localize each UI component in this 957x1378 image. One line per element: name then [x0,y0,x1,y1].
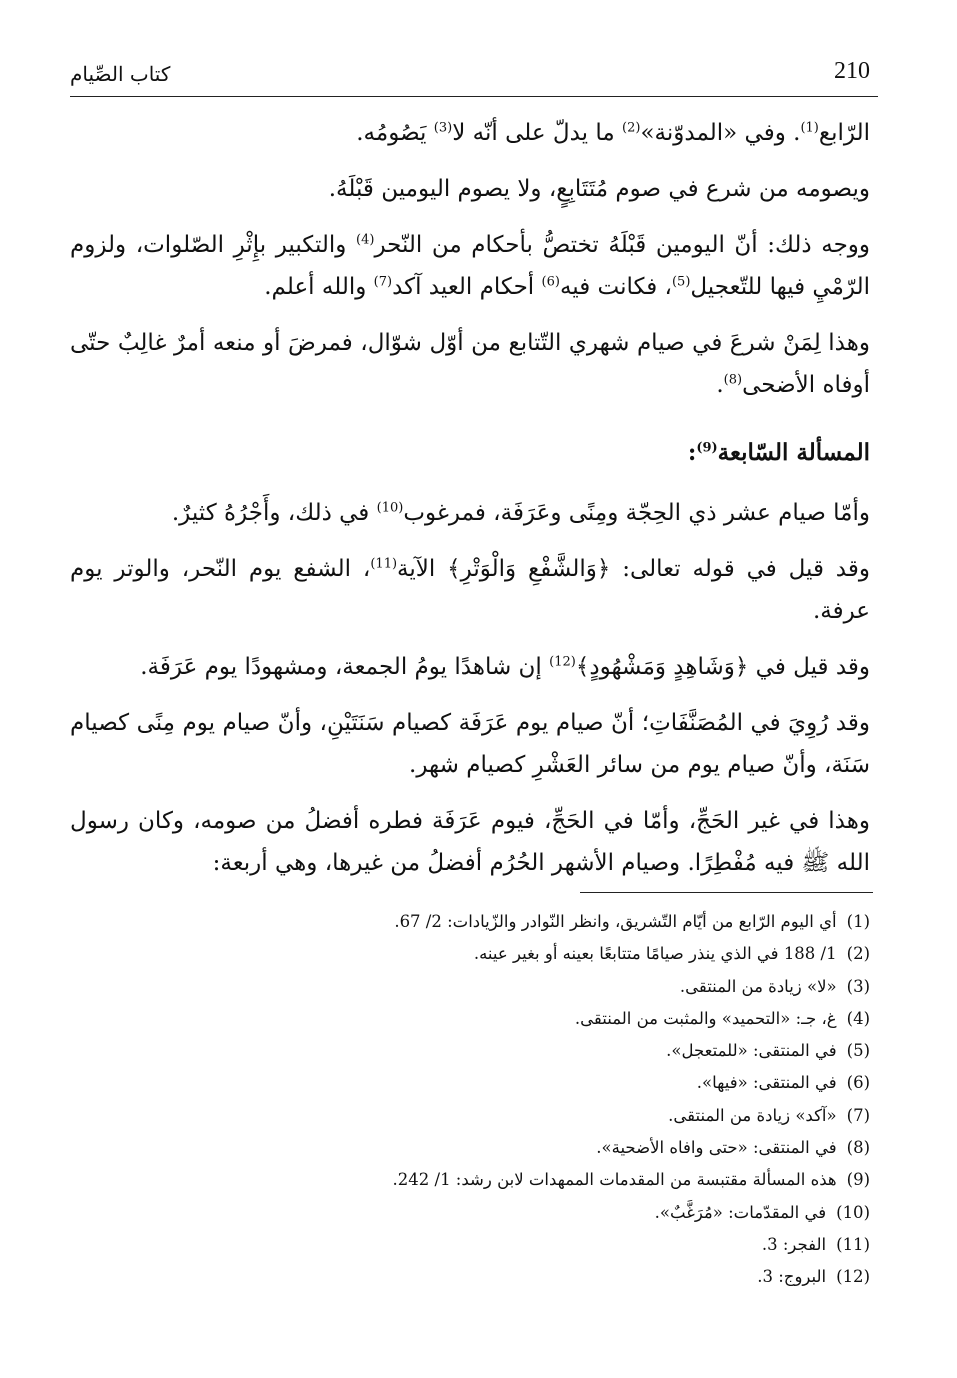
main-text [70,112,870,898]
footnote-number: (9) [846,1170,870,1190]
paragraph-9: وهذا في غير الحَجِّ، وأمّا في الحَجِّ، فيوم عَرَفَة فطره أفضلُ من صومه، وكان رسول الله ﷺ فيه مُفْطِرًا. وصيام الأشهر الحُرُم أفضلُ من غيرها، وهي أربعة: [70,808,870,876]
page-number: 210 [834,58,870,84]
footnote-10 [70,1197,870,1229]
footnote-ref: (6) [541,274,560,290]
paragraph-4: وهذا لِمَنْ شرعَ في صيام شهري التّتابع من أوّل شوّال، فمرضَ أو منعه أمرٌ غالِبٌ حتّى أوفاه الأضحى$^{(8)}$. [70,330,870,398]
footnote-ref: (10) [376,500,404,516]
footnote-ref: (2) [622,120,641,136]
footnote-1 [70,906,870,938]
footnote-12 [70,1261,870,1293]
footnote-ref: (3) [433,120,453,136]
footnote-11 [70,1229,870,1261]
paragraph-3: ووجه ذلك: أنّ اليومين قَبْلَهُ تختصُّ بأحكام من النّحر$^{(4)}$ والتكبير بإِثْرِ الصّلوات، ولزوم الرّمْيِ فيها للتّعجيل$^{(5)}$، فكانت فيه$^{(6)}$ أحكام العيد آكد$^{(7)}$ والله أعلم. [70,232,871,300]
footnote-ref: (11) [370,556,398,572]
paragraph-1: الرّابع$^{(1)}$. وفي «المدوّنة»$^{(2)}$ ما يدلّ على أنّه لا$^{(3)}$ يَصُومُه. [356,120,870,146]
footnote-text: «آكد» زيادة من المنتقى. [668,1105,837,1125]
footnote-2 [70,938,870,970]
footnote-text: البروج: 3. [757,1267,827,1287]
footnote-3 [70,971,870,1003]
page-header [70,58,878,97]
footnote-text: «لا» زيادة من المنتقى. [679,976,837,996]
footnote-text: في المنتقى: «فيها». [696,1073,837,1093]
footnote-text: الفجر: 3. [761,1234,827,1254]
paragraph-2: ويصومه من شرع في صوم مُتَتَابِعٍ، ولا يصوم اليومين قَبْلَهُ. [328,176,870,202]
section-heading: المسألة السّابعة$^{(9)}$: [687,439,870,466]
footnote-number: (8) [846,1138,870,1158]
footnote-4 [70,1003,870,1035]
footnote-text: غ، جـ: «التحميد» والمثبت من المنتقى. [574,1008,837,1028]
footnote-ref: (9) [696,440,718,456]
paragraph-6: وقد قيل في قوله تعالى: ﴿وَالشَّفْعِ وَالْوَتْرِ﴾ الآية$^{(11)}$، الشفع يوم النّحر، والوتر يوم عرفة. [70,556,870,624]
footnote-number: (2) [846,944,870,964]
footnote-separator [580,892,873,893]
paragraph-5: وأمّا صيام عشر ذي الحِجّة ومِنًى وعَرَفَة، فمرغوب$^{(10)}$ في ذلك، وأَجْرُهُ كثيرٌ. [171,500,870,526]
footnote-number: (1) [846,912,870,931]
footnote-ref: (12) [549,654,576,670]
footnote-number: (5) [846,1041,870,1061]
footnote-number: (10) [836,1202,870,1222]
footnote-ref: (8) [723,372,743,388]
paragraph-8: وقد رُوِيَ في المُصَنَّفَاتِ؛ أنّ صيام يوم عَرَفَة كصيام سَنَتَيْنِ، وأنّ صيام يوم مِنًى كصيام سَنَة، وأنّ صيام يوم من سائر العَشْرِ كصيام شهر. [70,710,870,778]
footnote-5 [70,1035,870,1067]
footnote-text: في المنتقى: «للمتعجل». [666,1041,837,1061]
footnote-9 [70,1164,870,1196]
footnote-text: 1/ 188 في الذي ينذر صيامًا متتابعًا بعينه أو بغير عينه. [473,944,837,964]
paragraph-7: وقد قيل في ﴿وَشَاهِدٍ وَمَشْهُودٍ﴾$^{(12)}$ إن شاهدًا يومُ الجمعة، ومشهودًا يوم عَرَفَة. [140,654,870,680]
footnote-6 [70,1067,870,1099]
footnote-text: أي اليوم الرّابع من أيّام التّشريق، وانظر النّوادر والزّيادات: 2/ 67. [394,912,837,931]
footnote-number: (12) [836,1267,870,1287]
footnote-number: (4) [846,1008,870,1028]
footnote-number: (11) [836,1234,870,1254]
footnote-number: (3) [846,976,870,996]
footnote-number: (7) [846,1105,870,1125]
footnote-number: (6) [846,1073,870,1093]
footnote-ref: (7) [373,274,393,290]
footnote-text: في المقدّمات: «مُرَغَّبٌ». [654,1202,827,1222]
footnote-ref: (4) [356,232,375,248]
footnote-8 [70,1132,870,1164]
footnote-ref: (5) [671,274,691,290]
running-title: كتاب الصِّيام [70,62,171,86]
footnotes [70,906,870,1294]
footnote-text: في المنتقى: «حتى وافاه الأضحية». [596,1138,837,1158]
footnote-text: هذه المسألة مقتبسة من المقدمات الممهدات لابن رشد: 1/ 242. [392,1170,837,1190]
footnote-ref: (1) [800,120,819,136]
footnote-7 [70,1100,870,1132]
